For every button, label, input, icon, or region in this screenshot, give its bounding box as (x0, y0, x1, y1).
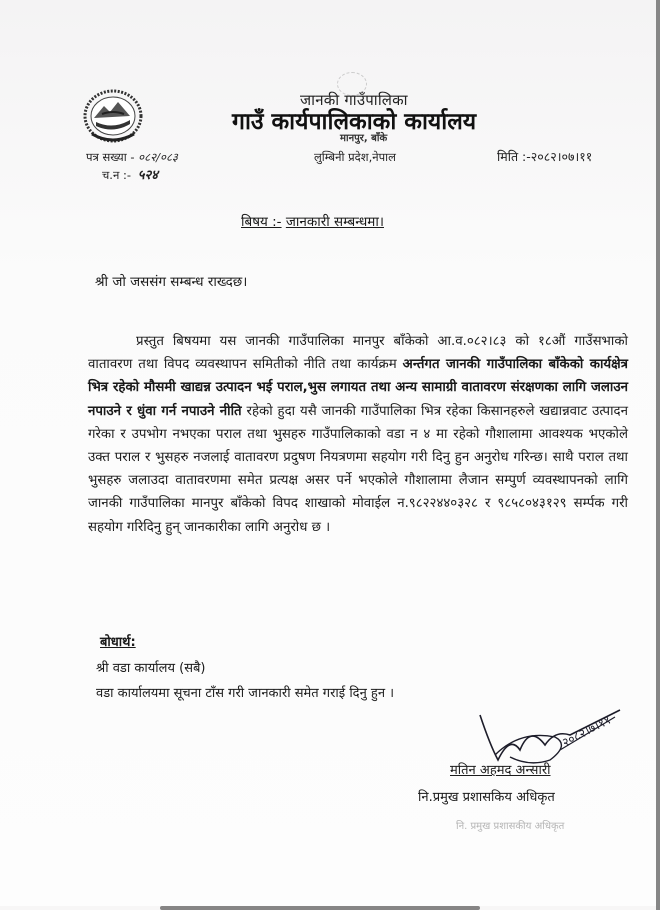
body-bold-segment: अर्न्तगत जानकी गाउँपालिका बाँकेको कार्यक्षेत्र भित्र रहेको मौसमी खाद्यन्न उत्पादन भई पराल,भुस लगायत तथा अन्य सामाग्री वातावरण संरक्षणका लागि जलाउन नपाउने र धुंवा गर्न नपाउने नीति (88, 357, 628, 419)
signatory-title: नि.प्रमुख प्रशासकिय अधिकृत (418, 790, 555, 805)
dispatch-number (102, 165, 158, 183)
signatory-name: मतिन अहमद अन्सारी (450, 763, 551, 778)
subject-text: जानकारी सम्बन्धमा। (285, 214, 384, 230)
letter-date (497, 148, 592, 165)
nepal-emblem-icon (82, 88, 144, 144)
body-paragraph: प्रस्तुत बिषयमा यस जानकी गाउँपालिका मानपुर बाँकेको आ.व.०८२।८३ को १८औं गाउँसभाको वातावरण तथा विपद व्यवस्थापन समितीको नीति तथा कार्यक्रम अर्न्तगत जानकी गाउँपालिका बाँकेको कार्यक्षेत्र भित्र रहेको मौसमी खाद्यन्न उत्पादन भई पराल,भुस लगायत तथा अन्य सामाग्री वातावरण संरक्षणका लागि जलाउन नपाउने र धुंवा गर्न नपाउने नीति रहेको हुदा यसै जानकी गाउँपालिका भित्र रहेका किसानहरुले खद्यान्नवाट उत्पादन गरेका र उपभोग नभएका पराल तथा भुसहरु गाउँपालिकाको वडा न ४ मा रहेको गौशालामा आवश्यक भएकोले उक्त पराल र भुसहरु नजलाई वातावरण प्रदुषण नियत्रणमा सहयोग गरी दिनु हुन अनुरोध गरिन्छ। साथै पराल तथा भुसहरु जलाउदा वातावरणमा समेत प्रत्यक्ष असर पर्ने भएकोले गौशालामा लैजान सम्पुर्ण व्यवस्थापनको लागि जानकी गाउँपालिका मानपुर बाँकेको विपद शाखाको मोवाईल न.९८२२४४०३२८ र ९८५८०४३१२९ सर्म्पक गरी सहयोग गरिदिनु हुन् जानकारीका लागि अनुरोध छ । (88, 334, 628, 535)
letter-body (88, 330, 628, 539)
signature-date: २०८२।७।११ (559, 712, 614, 750)
cc-instruction: वडा कार्यालयमा सूचना टाँस गरी जानकारी समेत गराई दिनु हुन । (96, 686, 395, 701)
dispatch-number-label: च.न :- (102, 168, 132, 182)
cc-recipient: श्री वडा कार्यालय (सबै) (96, 661, 206, 676)
subject-line (241, 212, 384, 230)
scan-edge-bottom (160, 906, 480, 910)
date-value: २०८२।०७।११ (530, 149, 593, 164)
dispatch-number-value: ५२४ (137, 168, 158, 183)
salutation: श्री जो जससंग सम्बन्ध राख्दछ। (95, 274, 248, 290)
municipality-name: जानकी गाउँपालिका (300, 91, 408, 109)
address-line-1: मानपुर, बाँके (340, 133, 388, 144)
designation-stamp: नि. प्रमुख प्रशासकीय अधिकृत (456, 821, 565, 832)
letter-number-label: पत्र सख्या - (86, 150, 135, 164)
office-title: गाउँ कार्यपालिकाको कार्यालय (232, 109, 477, 135)
letter-number-value: ०८२/०८३ (138, 150, 178, 164)
date-label: मिति :- (497, 149, 531, 164)
cc-label: बोधार्थ: (100, 635, 136, 650)
letter-number (86, 150, 178, 165)
scan-edge-right (656, 0, 660, 910)
address-line-2: लुम्बिनी प्रदेश,नेपाल (314, 150, 396, 164)
subject-label: बिषय :- (241, 214, 282, 230)
